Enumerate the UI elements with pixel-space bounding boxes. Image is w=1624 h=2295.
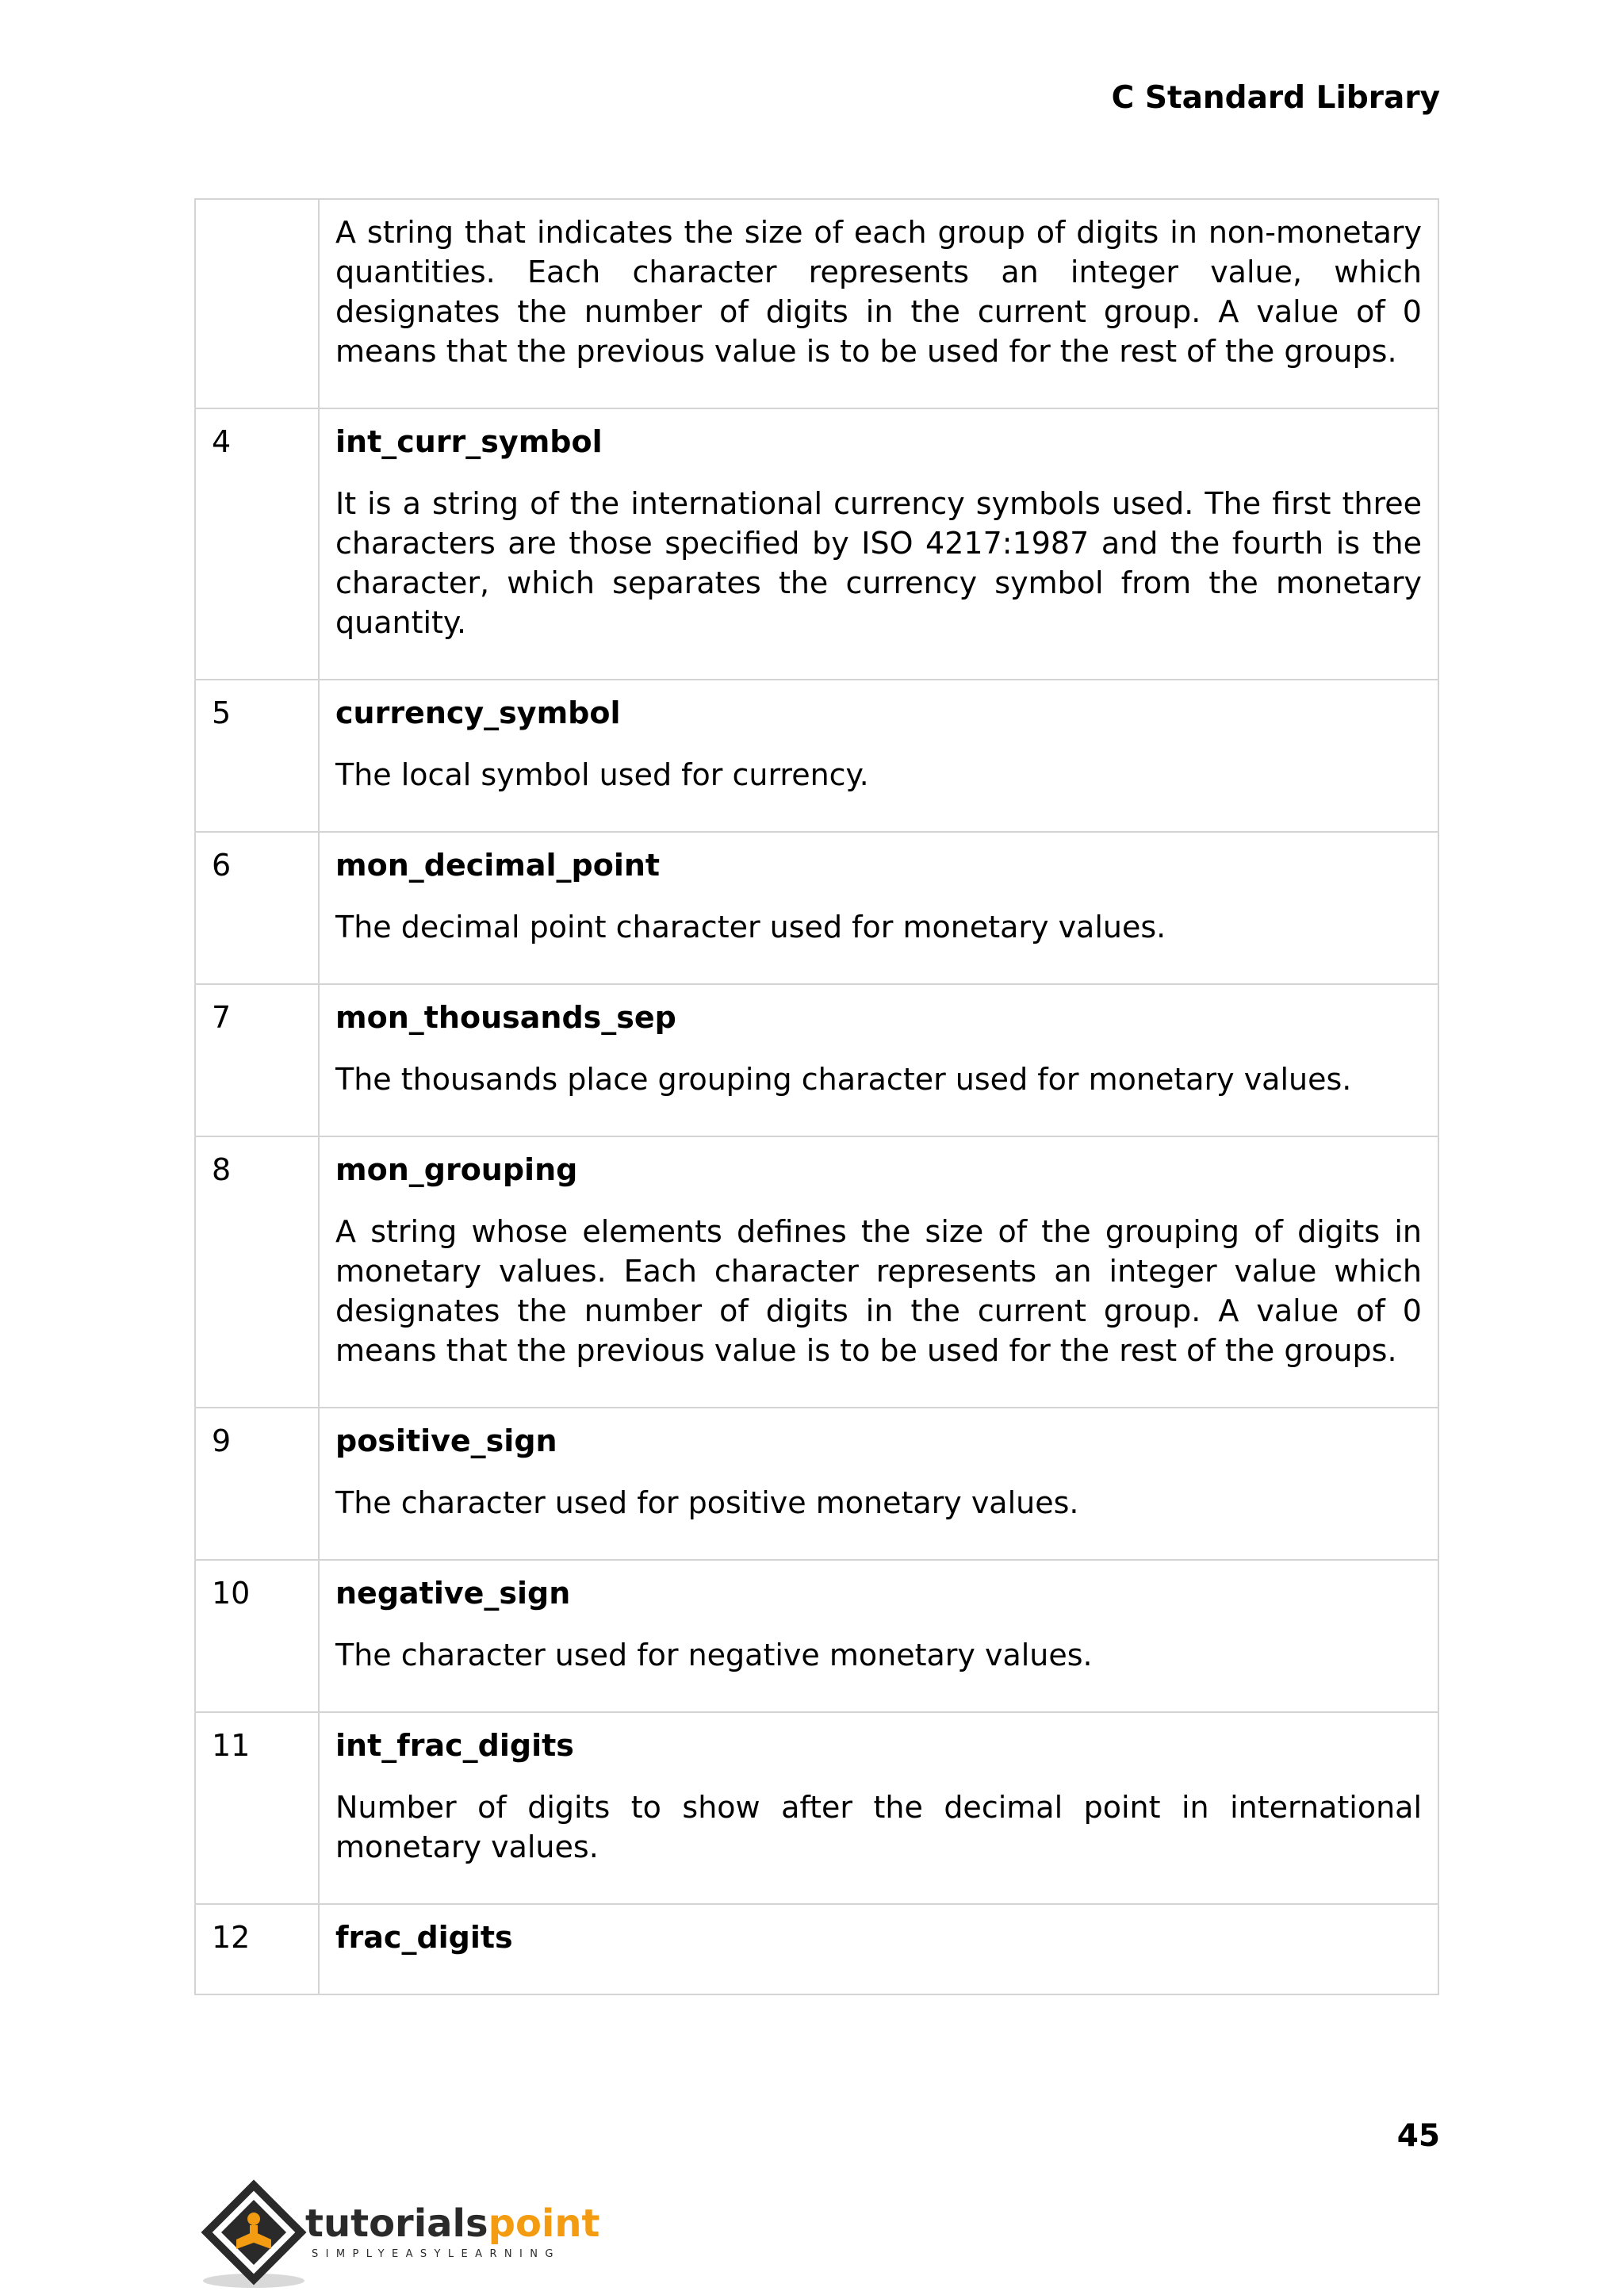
table-row xyxy=(195,1904,1438,1994)
field-name: mon_decimal_point xyxy=(335,848,661,883)
row-description xyxy=(319,984,1438,1136)
tutorialspoint-logo xyxy=(194,2173,600,2292)
logo-figure-body xyxy=(250,2225,258,2235)
row-number: 8 xyxy=(195,1136,319,1408)
row-number: 12 xyxy=(195,1904,319,1994)
row-number xyxy=(195,199,319,408)
field-name: currency_symbol xyxy=(335,695,621,730)
row-number: 5 xyxy=(195,680,319,832)
row-number: 6 xyxy=(195,832,319,984)
field-description: A string whose elements defines the size of the grouping of digits in monetary values. Each character represents an integer value which designates the number of digits in the current group. A value of 0 means that the previous value is to be used for the rest of the groups. xyxy=(335,1214,1422,1368)
field-description: The character used for negative monetary values. xyxy=(335,1638,1093,1672)
table-row xyxy=(195,408,1438,680)
field-description: The thousands place grouping character used for monetary values. xyxy=(335,1062,1352,1097)
page-header-title: C Standard Library xyxy=(1111,80,1440,116)
field-description: It is a string of the international currency symbols used. The first three characters are those specified by ISO 4217:1987 and the fourth is the character, which separates the currency symbol from the monetary quantity. xyxy=(335,486,1422,640)
field-description: The character used for positive monetary values. xyxy=(335,1485,1079,1520)
row-number: 7 xyxy=(195,984,319,1136)
table-row xyxy=(195,984,1438,1136)
field-description: A string that indicates the size of each group of digits in non-monetary quantities. Each character represents an integer value, which designates the number of digits in the current group. A value of 0 means that the previous value is to be used for the rest of the groups. xyxy=(335,215,1422,369)
logo-figure-head xyxy=(247,2213,260,2225)
logo-tagline: SIMPLYEASYLEARNING xyxy=(312,2248,561,2260)
row-description xyxy=(319,408,1438,680)
field-name: mon_grouping xyxy=(335,1152,578,1187)
page-number: 45 xyxy=(1396,2118,1440,2154)
field-name: int_curr_symbol xyxy=(335,424,603,459)
row-description xyxy=(319,1904,1438,1994)
table-body xyxy=(195,199,1438,1994)
row-description xyxy=(319,1408,1438,1560)
field-name: positive_sign xyxy=(335,1423,557,1458)
table-row xyxy=(195,199,1438,408)
row-number: 11 xyxy=(195,1712,319,1904)
table-row xyxy=(195,1560,1438,1712)
field-name: negative_sign xyxy=(335,1576,571,1611)
row-description xyxy=(319,680,1438,832)
table-row xyxy=(195,1408,1438,1560)
field-description: The decimal point character used for monetary values. xyxy=(335,910,1166,944)
table-row xyxy=(195,680,1438,832)
row-description xyxy=(319,1560,1438,1712)
field-description: Number of digits to show after the decimal point in international monetary values. xyxy=(335,1790,1422,1864)
row-number: 10 xyxy=(195,1560,319,1712)
row-number: 4 xyxy=(195,408,319,680)
logo-wordmark: tutorialspoint xyxy=(305,2201,600,2246)
row-description xyxy=(319,1712,1438,1904)
row-description xyxy=(319,199,1438,408)
field-name: mon_thousands_sep xyxy=(335,1000,676,1035)
locale-fields-table xyxy=(194,198,1439,1995)
table-row xyxy=(195,832,1438,984)
table-row xyxy=(195,1136,1438,1408)
row-description xyxy=(319,832,1438,984)
field-description: The local symbol used for currency. xyxy=(335,757,869,792)
field-name: int_frac_digits xyxy=(335,1728,574,1763)
table-row xyxy=(195,1712,1438,1904)
row-description xyxy=(319,1136,1438,1408)
field-name: frac_digits xyxy=(335,1920,513,1955)
row-number: 9 xyxy=(195,1408,319,1560)
